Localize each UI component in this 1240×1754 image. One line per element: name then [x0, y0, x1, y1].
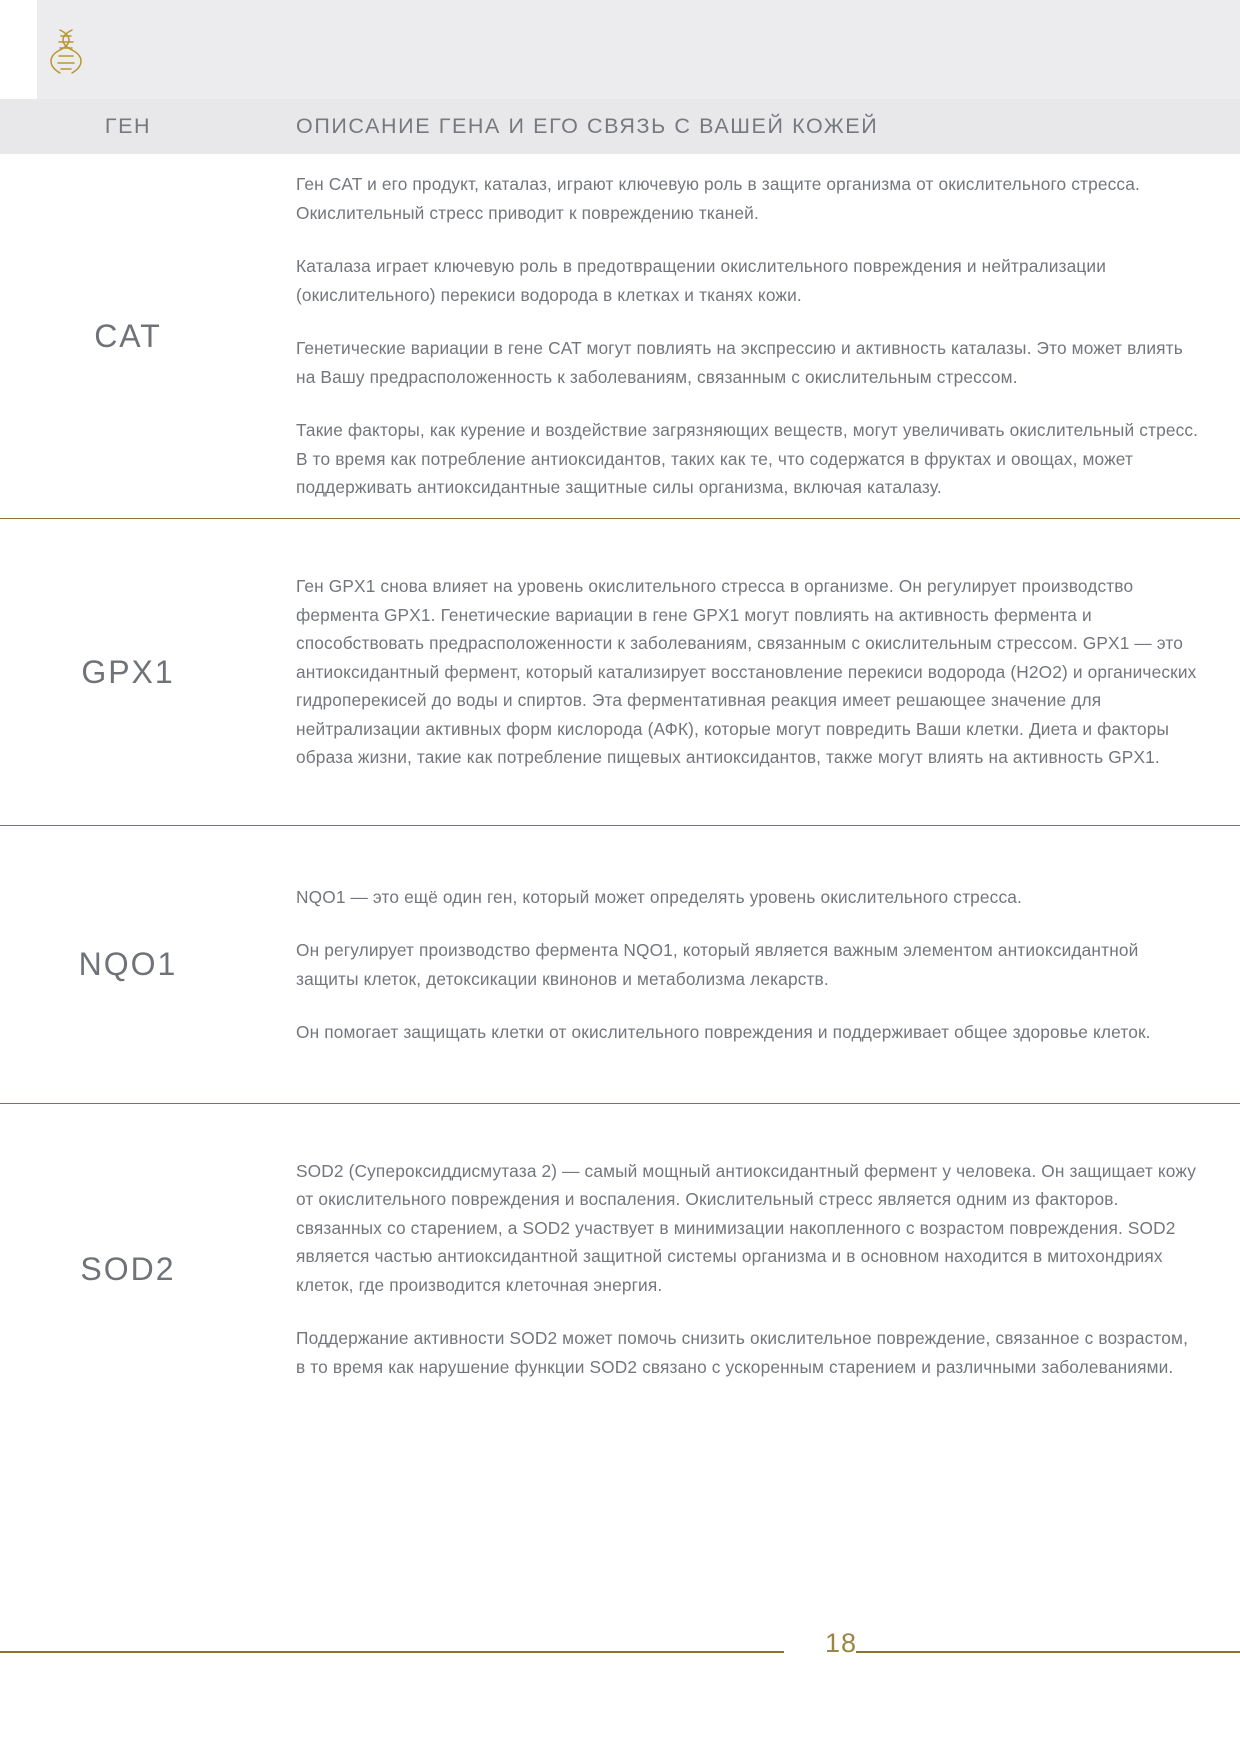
description-paragraph: Такие факторы, как курение и воздействие загрязняющих веществ, могут увеличивать окислительный стресс. В то время как потребление антиоксидантов, таких как те, что содержатся в фруктах и овощах, может поддерживать антиоксидантные защитные силы организма, включая каталазу. [296, 420, 1199, 498]
table-row [0, 154, 1240, 518]
page-topbar [0, 0, 1240, 99]
gene-cell [0, 654, 256, 691]
table-row [0, 1104, 1240, 1434]
description-paragraph: Ген CAT и его продукт, каталаз, играют ключевую роль в защите организма от окислительного стресса. Окислительный стресс приводит к повреждению тканей. [296, 174, 1140, 223]
page-number: 18 [824, 1628, 858, 1658]
gene-description-cell [256, 1157, 1240, 1382]
description-paragraph: Ген GPX1 снова влияет на уровень окислительного стресса в организме. Он регулирует производство фермента GPX1. Генетические вариации в гене GPX1 могут повлиять на активность фермента и способствовать предрасположенности к заболеваниям, связанным с окислительным стрессом. GPX1 — это антиоксидантный фермент, который катализирует восстановление перекиси водорода (H2O2) и органических гидроперекисей до воды и спиртов. Эта ферментативная реакция имеет решающее значение для нейтрализации активных форм кислорода (АФК), которые могут повредить Ваши клетки. Диета и факторы образа жизни, такие как потребление пищевых антиоксидантов, также могут влиять на активность GPX1. [296, 576, 1197, 768]
gene-cell [0, 946, 256, 983]
table-header-gene-label: ГЕН [104, 114, 152, 138]
gene-name: CAT [94, 317, 162, 354]
footer-rule-right [856, 1651, 1240, 1653]
description-paragraph: Каталаза играет ключевую роль в предотвращении окислительного повреждения и нейтрализации (окислительного) перекиси водорода в клетках и тканях кожи. [296, 256, 1107, 305]
table-header-description-cell [256, 99, 1240, 154]
gene-cell [0, 1251, 256, 1288]
dna-helix-logo-icon [46, 26, 86, 78]
description-paragraph: NQO1 — это ещё один ген, который может определять уровень окислительного стресса. [296, 886, 1022, 907]
table-header [0, 99, 1240, 154]
gene-cell [0, 318, 256, 355]
left-white-strip [0, 0, 37, 99]
table-header-description-label: ОПИСАНИЕ ГЕНА И ЕГО СВЯЗЬ С ВАШЕЙ КОЖЕЙ [296, 114, 879, 138]
table-row [0, 519, 1240, 825]
gene-table-body [0, 154, 1240, 1434]
gene-name: SOD2 [80, 1250, 176, 1287]
description-paragraph: Он регулирует производство фермента NQO1, который является важным элементом антиоксидантной защиты клеток, детоксикации квинонов и метаболизма лекарств. [296, 940, 1139, 989]
page-footer [0, 1604, 1240, 1754]
gene-name: GPX1 [81, 653, 175, 690]
description-paragraph: Генетические вариации в гене CAT могут повлиять на экспрессию и активность каталазы. Это может влиять на Вашу предрасположенность к заболеваниям, связанным с окислительным стрессом. [296, 338, 1183, 387]
table-row [0, 826, 1240, 1103]
footer-rule-left [0, 1651, 784, 1653]
description-paragraph: Поддержание активности SOD2 может помочь снизить окислительное повреждение, связанное с возрастом, в то время как нарушение функции SOD2 связано с ускоренным старением и различными заболеваниями. [296, 1328, 1189, 1377]
gene-description-cell [256, 170, 1240, 502]
gene-name: NQO1 [78, 946, 178, 982]
description-paragraph: Он помогает защищать клетки от окислительного повреждения и поддерживает общее здоровье клеток. [296, 1022, 1151, 1042]
description-paragraph: SOD2 (Супероксиддисмутаза 2) — самый мощный антиоксидантный фермент у человека. Он защищает кожу от окислительного повреждения и воспаления. Окислительный стресс является одним из факторов. связанных со старением, а SOD2 участвует в минимизации накопленного с возрастом повреждения. SOD2 является частью антиоксидантной защитной системы организма и в основном находится в митохондриях клеток, где производится клеточная энергия. [296, 1160, 1197, 1295]
gene-description-cell [256, 883, 1240, 1047]
table-header-gene-cell [0, 99, 256, 154]
gene-description-cell [256, 572, 1240, 772]
